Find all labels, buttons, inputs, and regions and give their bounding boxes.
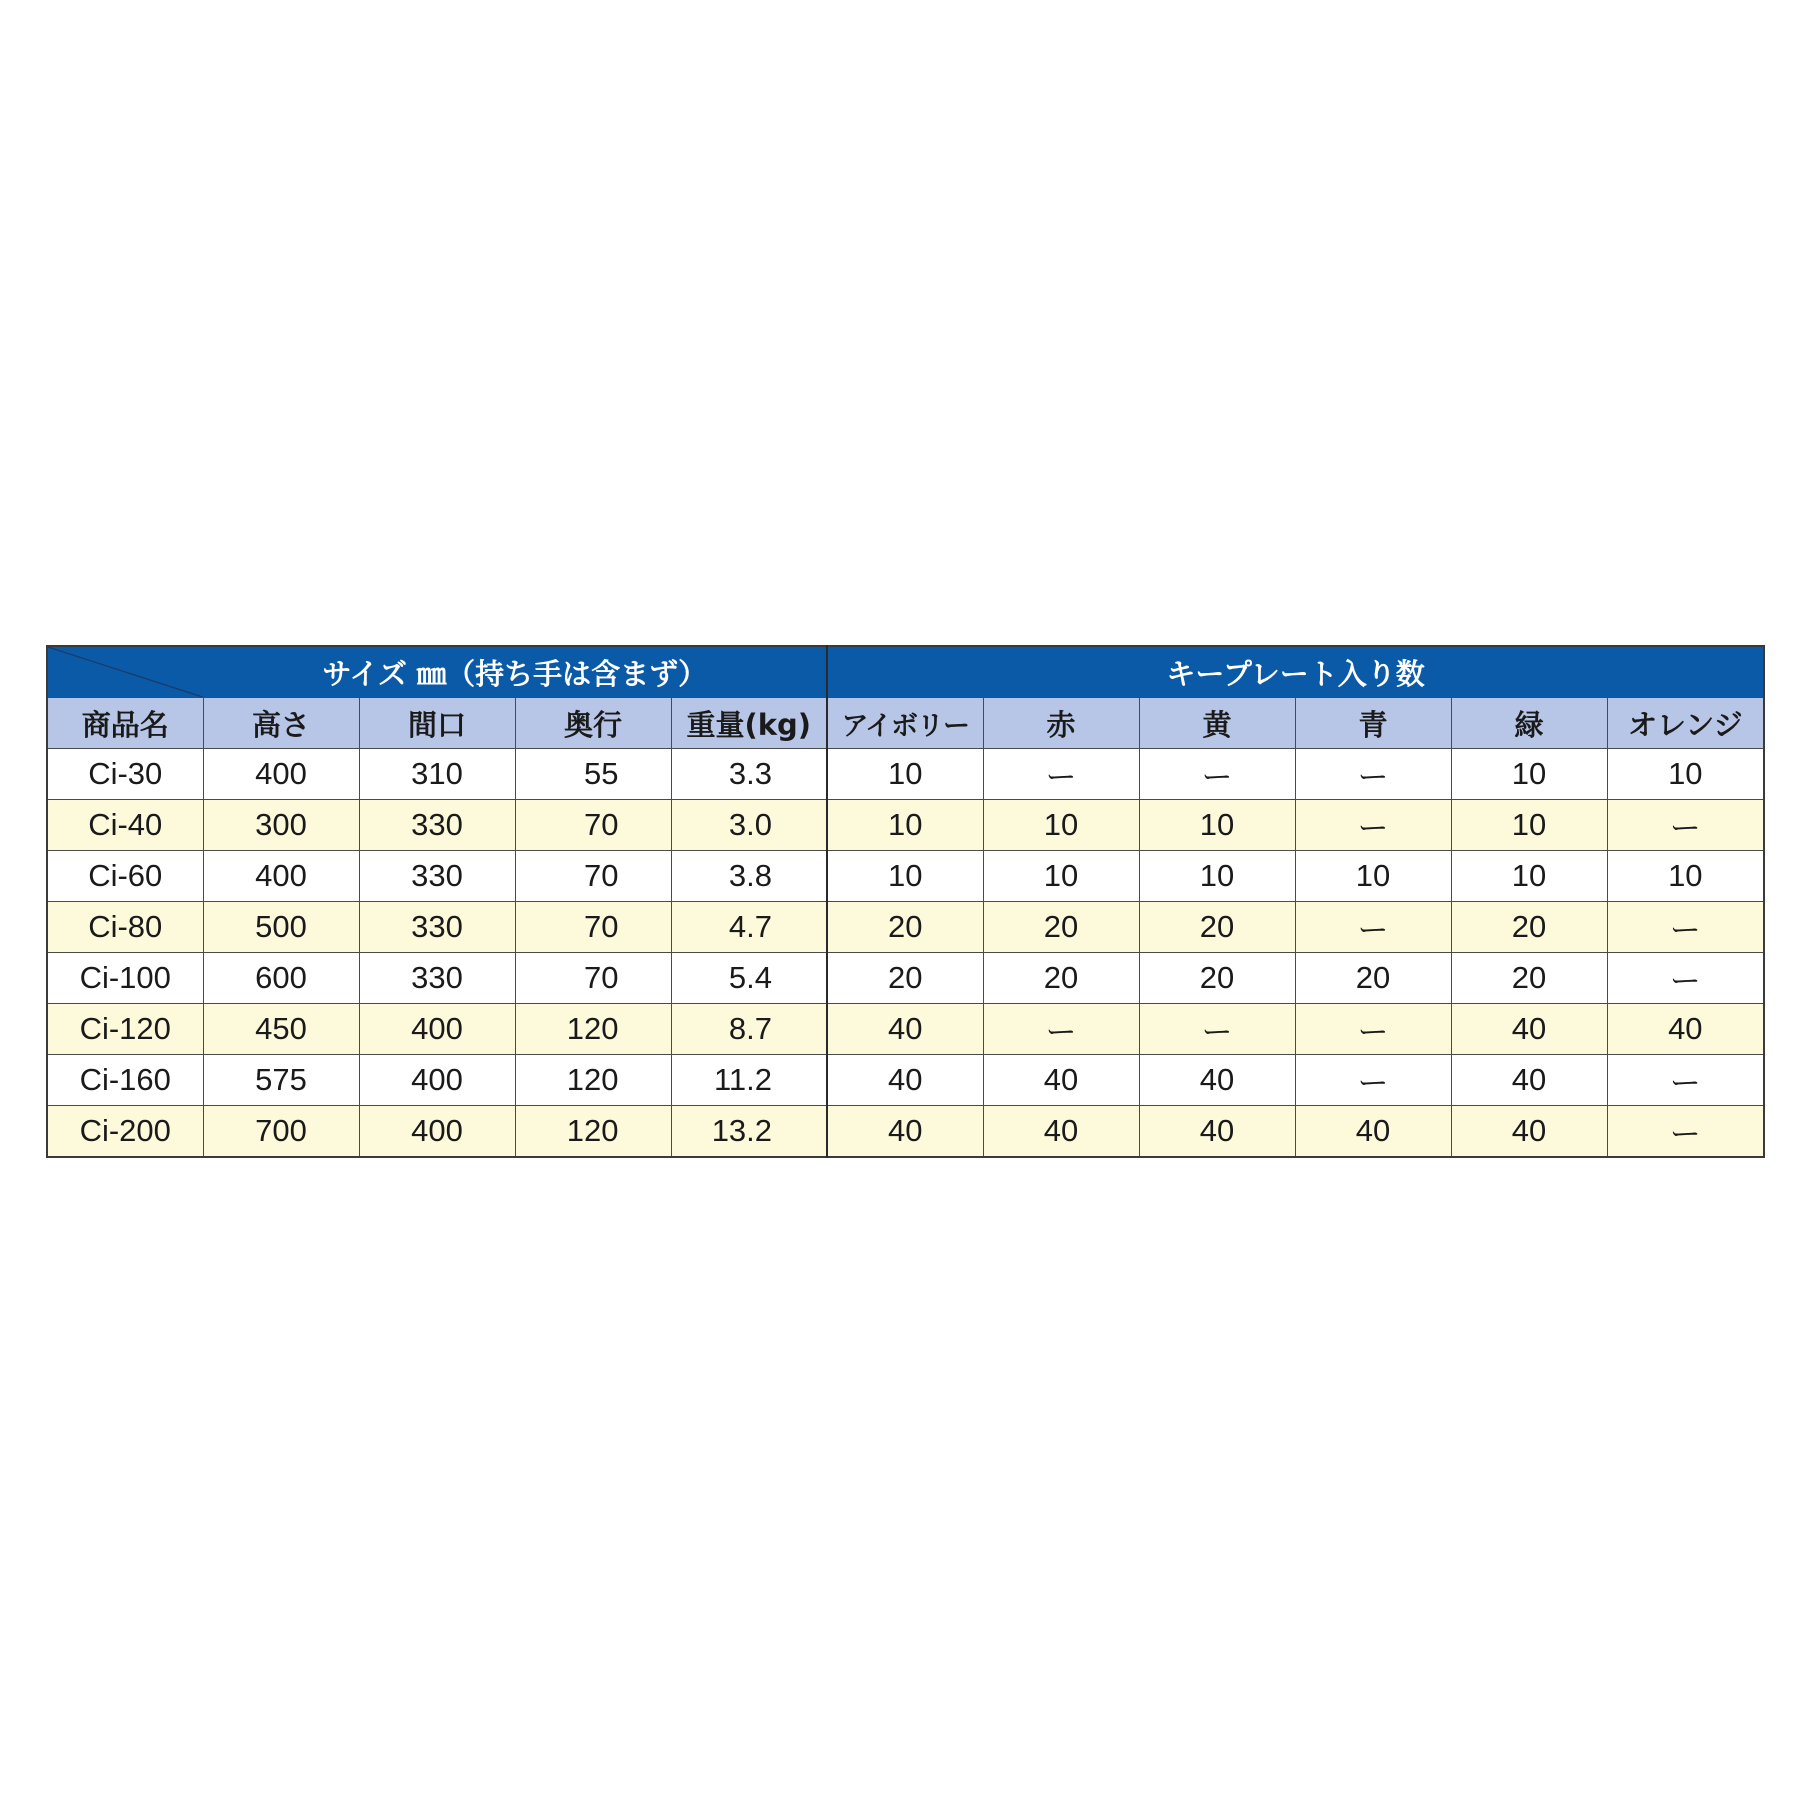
orange-cell: ー — [1607, 1106, 1764, 1158]
red-cell: 10 — [983, 800, 1139, 851]
height-cell: 700 — [203, 1106, 359, 1158]
table-row — [47, 851, 1764, 902]
width-cell: 400 — [359, 1004, 515, 1055]
col-header-orange: オレンジ — [1607, 698, 1764, 749]
orange-cell: ー — [1607, 953, 1764, 1004]
col-header-ivory: アイボリー — [827, 698, 983, 749]
weight-cell: 5.4 — [671, 953, 827, 1004]
weight-cell: 3.8 — [671, 851, 827, 902]
col-header-yellow: 黄 — [1139, 698, 1295, 749]
red-cell: 20 — [983, 953, 1139, 1004]
weight-cell: 13.2 — [671, 1106, 827, 1158]
green-cell: 10 — [1451, 800, 1607, 851]
weight-cell: 3.0 — [671, 800, 827, 851]
yellow-cell: 10 — [1139, 851, 1295, 902]
depth-cell: 55 — [515, 749, 671, 800]
weight-cell: 4.7 — [671, 902, 827, 953]
depth-cell: 120 — [515, 1055, 671, 1106]
col-header-green: 緑 — [1451, 698, 1607, 749]
depth-cell: 70 — [515, 800, 671, 851]
weight-cell: 8.7 — [671, 1004, 827, 1055]
col-header-product-name: 商品名 — [47, 698, 203, 749]
corner-cell — [47, 646, 203, 698]
green-cell: 40 — [1451, 1106, 1607, 1158]
key-plate-group-header: キープレート入り数 — [827, 646, 1764, 698]
ivory-cell: 20 — [827, 902, 983, 953]
green-cell: 40 — [1451, 1055, 1607, 1106]
red-cell: 40 — [983, 1055, 1139, 1106]
height-cell: 400 — [203, 851, 359, 902]
product-name-cell: Ci-60 — [47, 851, 203, 902]
red-cell: ー — [983, 749, 1139, 800]
size-group-header: サイズ ㎜（持ち手は含まず） — [203, 646, 827, 698]
product-spec-table — [46, 645, 1765, 1158]
red-cell: ー — [983, 1004, 1139, 1055]
col-header-width: 間口 — [359, 698, 515, 749]
yellow-cell: 20 — [1139, 953, 1295, 1004]
table-row — [47, 953, 1764, 1004]
orange-cell: 40 — [1607, 1004, 1764, 1055]
width-cell: 330 — [359, 953, 515, 1004]
blue-cell: 10 — [1295, 851, 1451, 902]
weight-cell: 11.2 — [671, 1055, 827, 1106]
width-cell: 330 — [359, 902, 515, 953]
table-row — [47, 1106, 1764, 1158]
product-name-cell: Ci-40 — [47, 800, 203, 851]
ivory-cell: 10 — [827, 749, 983, 800]
table-row — [47, 749, 1764, 800]
table-row — [47, 800, 1764, 851]
depth-cell: 70 — [515, 953, 671, 1004]
height-cell: 575 — [203, 1055, 359, 1106]
blue-cell: 20 — [1295, 953, 1451, 1004]
green-cell: 20 — [1451, 953, 1607, 1004]
width-cell: 330 — [359, 800, 515, 851]
red-cell: 20 — [983, 902, 1139, 953]
red-cell: 40 — [983, 1106, 1139, 1158]
depth-cell: 70 — [515, 902, 671, 953]
blue-cell: ー — [1295, 749, 1451, 800]
product-name-cell: Ci-200 — [47, 1106, 203, 1158]
height-cell: 300 — [203, 800, 359, 851]
orange-cell: ー — [1607, 1055, 1764, 1106]
green-cell: 40 — [1451, 1004, 1607, 1055]
depth-cell: 120 — [515, 1004, 671, 1055]
orange-cell: 10 — [1607, 749, 1764, 800]
ivory-cell: 10 — [827, 800, 983, 851]
height-cell: 500 — [203, 902, 359, 953]
yellow-cell: ー — [1139, 1004, 1295, 1055]
ivory-cell: 40 — [827, 1004, 983, 1055]
ivory-cell: 40 — [827, 1106, 983, 1158]
column-header-row — [47, 698, 1764, 749]
product-name-cell: Ci-100 — [47, 953, 203, 1004]
ivory-cell: 10 — [827, 851, 983, 902]
green-cell: 20 — [1451, 902, 1607, 953]
width-cell: 400 — [359, 1055, 515, 1106]
product-name-cell: Ci-160 — [47, 1055, 203, 1106]
blue-cell: 40 — [1295, 1106, 1451, 1158]
depth-cell: 70 — [515, 851, 671, 902]
blue-cell: ー — [1295, 1004, 1451, 1055]
orange-cell: ー — [1607, 902, 1764, 953]
col-header-red: 赤 — [983, 698, 1139, 749]
product-name-cell: Ci-30 — [47, 749, 203, 800]
col-header-blue: 青 — [1295, 698, 1451, 749]
height-cell: 450 — [203, 1004, 359, 1055]
table-row — [47, 1004, 1764, 1055]
product-name-cell: Ci-80 — [47, 902, 203, 953]
weight-cell: 3.3 — [671, 749, 827, 800]
yellow-cell: 10 — [1139, 800, 1295, 851]
width-cell: 330 — [359, 851, 515, 902]
diagonal-line-icon — [48, 647, 203, 697]
table-row — [47, 902, 1764, 953]
green-cell: 10 — [1451, 851, 1607, 902]
red-cell: 10 — [983, 851, 1139, 902]
yellow-cell: 40 — [1139, 1055, 1295, 1106]
blue-cell: ー — [1295, 1055, 1451, 1106]
height-cell: 600 — [203, 953, 359, 1004]
col-header-depth: 奥行 — [515, 698, 671, 749]
table-row — [47, 1055, 1764, 1106]
group-header-row — [47, 646, 1764, 698]
yellow-cell: 20 — [1139, 902, 1295, 953]
height-cell: 400 — [203, 749, 359, 800]
col-header-weight: 重量(kg) — [671, 698, 827, 749]
depth-cell: 120 — [515, 1106, 671, 1158]
orange-cell: ー — [1607, 800, 1764, 851]
yellow-cell: ー — [1139, 749, 1295, 800]
ivory-cell: 20 — [827, 953, 983, 1004]
col-header-height: 高さ — [203, 698, 359, 749]
blue-cell: ー — [1295, 902, 1451, 953]
yellow-cell: 40 — [1139, 1106, 1295, 1158]
blue-cell: ー — [1295, 800, 1451, 851]
orange-cell: 10 — [1607, 851, 1764, 902]
width-cell: 400 — [359, 1106, 515, 1158]
ivory-cell: 40 — [827, 1055, 983, 1106]
width-cell: 310 — [359, 749, 515, 800]
product-name-cell: Ci-120 — [47, 1004, 203, 1055]
table-body — [47, 749, 1764, 1158]
green-cell: 10 — [1451, 749, 1607, 800]
